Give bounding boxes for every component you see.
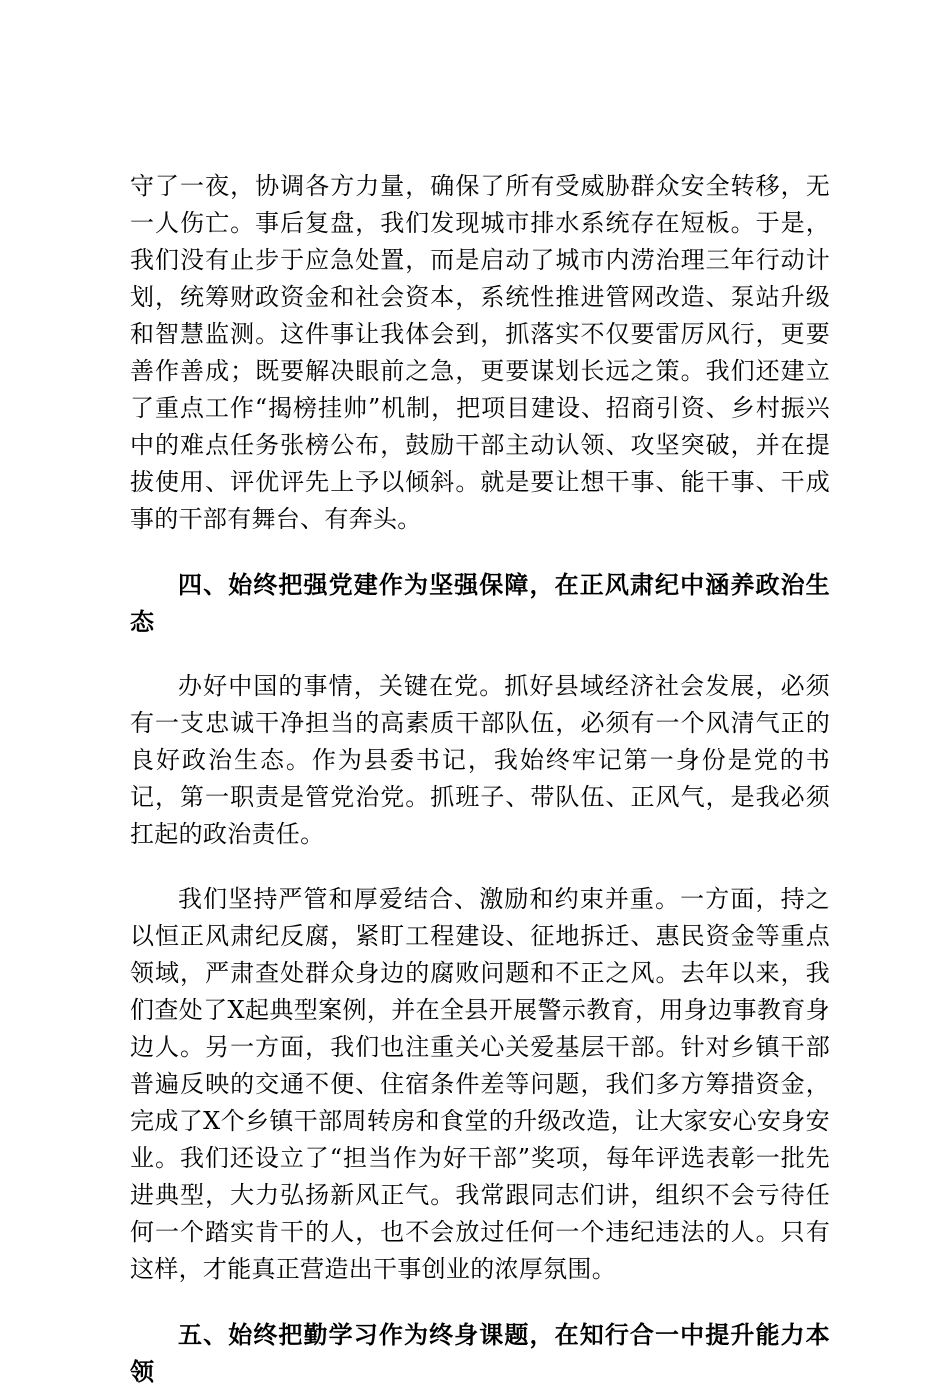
paragraph-4-1: 办好中国的事情，关键在党。抓好县域经济社会发展，必须有一支忠诚干净担当的高素质干部队伍，必须有一个风清气正的良好政治生态。作为县委书记，我始终牢记第一身份是党的书记，第一职责是管党治党。抓班子、带队伍、正风气，是我必须扛起的政治责任。 xyxy=(130,672,830,848)
document-page xyxy=(130,168,830,1390)
section-heading-5: 五、始终把勤学习作为终身课题，在知行合一中提升能力本领 xyxy=(130,1320,830,1386)
section-heading-4: 四、始终把强党建作为坚强保障，在正风肃纪中涵养政治生态 xyxy=(130,570,830,636)
paragraph-continuation: 守了一夜，协调各方力量，确保了所有受威胁群众安全转移，无一人伤亡。事后复盘，我们发现城市排水系统存在短板。于是，我们没有止步于应急处置，而是启动了城市内涝治理三年行动计划，统筹财政资金和社会资本，系统性推进管网改造、泵站升级和智慧监测。这件事让我体会到，抓落实不仅要雷厉风行，更要善作善成；既要解决眼前之急，更要谋划长远之策。我们还建立了重点工作“揭榜挂帅”机制，把项目建设、招商引资、乡村振兴中的难点任务张榜公布，鼓励干部主动认领、攻坚突破，并在提拔使用、评优评先上予以倾斜。就是要让想干事、能干事、干成事的干部有舞台、有奔头。 xyxy=(130,172,830,533)
paragraph-4-2: 我们坚持严管和厚爱结合、激励和约束并重。一方面，持之以恒正风肃纪反腐，紧盯工程建设、征地拆迁、惠民资金等重点领域，严肃查处群众身边的腐败问题和不正之风。去年以来，我们查处了X起典型案例，并在全县开展警示教育，用身边事教育身边人。另一方面，我们也注重关心关爱基层干部。针对乡镇干部普遍反映的交通不便、住宿条件差等问题，我们多方筹措资金，完成了X个乡镇干部周转房和食堂的升级改造，让大家安心安身安业。我们还设立了“担当作为好干部”奖项，每年评选表彰一批先进典型，大力弘扬新风正气。我常跟同志们讲，组织不会亏待任何一个踏实肯干的人，也不会放过任何一个违纪违法的人。只有这样，才能真正营造出干事创业的浓厚氛围。 xyxy=(130,885,830,1283)
